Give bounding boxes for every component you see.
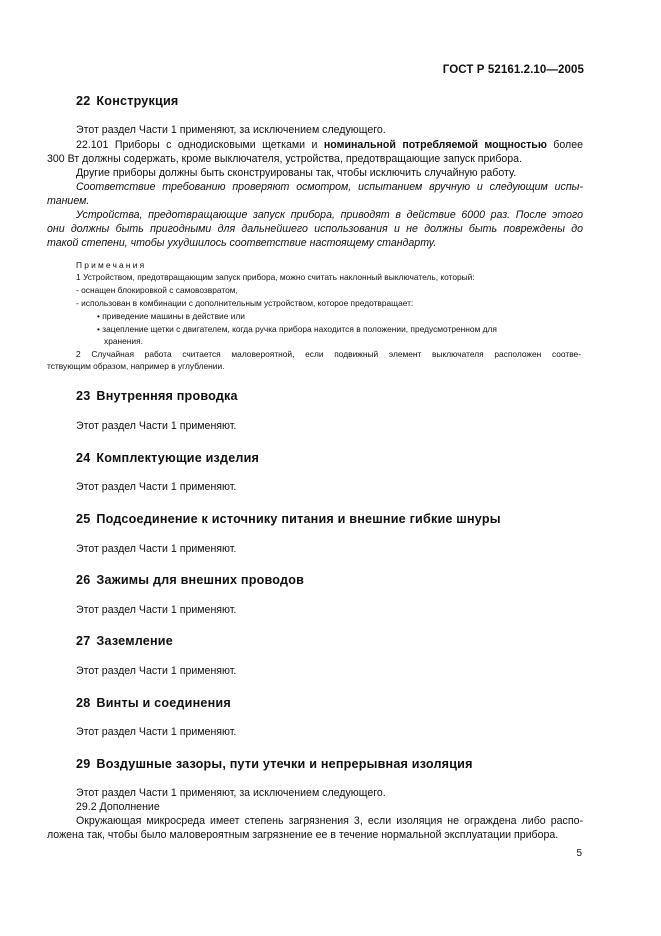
note-bullet: • зацепление щетки с двигателем, когда ручка прибора находится в положении, предусмотренном для <box>97 324 497 334</box>
section-title: Подсоединение к источнику питания и внешние гибкие шнуры <box>96 512 501 526</box>
test-paragraph-line: они должны быть пригодными для дальнейшего использования и не должны быть повреждены до <box>47 223 583 235</box>
section-number: 28 <box>76 696 91 710</box>
note-2-cont: тствующим образом, например в углублении. <box>47 361 225 371</box>
section-26-heading <box>76 573 304 587</box>
section-number: 24 <box>76 451 91 465</box>
paragraph: Этот раздел Части 1 применяют, за исключением следующего. <box>76 124 386 136</box>
section-title: Комплектующие изделия <box>96 451 260 465</box>
note-item: - оснащен блокировкой с самовозвратом, <box>76 285 238 295</box>
section-title: Конструкция <box>96 94 179 108</box>
section-number: 26 <box>76 573 91 587</box>
section-number: 23 <box>76 389 91 403</box>
note-item: - использован в комбинации с дополнительным устройством, которое предотвращает: <box>76 298 414 308</box>
note-bullet-cont: хранения. <box>104 336 143 346</box>
section-number: 25 <box>76 512 91 526</box>
test-paragraph-line: танием. <box>47 195 90 207</box>
section-24-heading <box>76 451 259 465</box>
paragraph: Этот раздел Части 1 применяют. <box>76 481 237 493</box>
paragraph: Другие приборы должны быть сконструированы так, чтобы исключить случайную работу. <box>76 167 517 179</box>
section-23-heading <box>76 389 238 403</box>
section-28-heading <box>76 696 231 710</box>
clause-22-101 <box>76 139 583 152</box>
standard-code: ГОСТ Р 52161.2.10—2005 <box>442 64 584 76</box>
notes-heading: Примечания <box>76 260 147 270</box>
section-number: 29 <box>76 757 91 771</box>
section-25-heading <box>76 512 501 526</box>
page-number: 5 <box>576 848 582 859</box>
paragraph: Этот раздел Части 1 применяют. <box>76 604 237 616</box>
clause-text: 22.101 Приборы с однодисковыми щетками и <box>76 139 324 151</box>
note-2: 2 Случайная работа считается маловероятной, если подвижный элемент выключателя расположен соотве- <box>76 349 581 359</box>
paragraph-line: 300 Вт должны содержать, кроме выключателя, устройства, предотвращающие запуск прибора. <box>47 153 523 165</box>
paragraph-line: Окружающая микросреда имеет степень загрязнения 3, если изоляция не ограждена либо распо- <box>76 815 583 827</box>
paragraph: Этот раздел Части 1 применяют. <box>76 543 237 555</box>
test-paragraph-line: такой степени, чтобы ухудшилось соответствие настоящему стандарту. <box>47 237 437 249</box>
note-bullet: • приведение машины в действие или <box>97 311 245 321</box>
subclause-heading: 29.2 Дополнение <box>76 801 160 813</box>
section-29-heading <box>76 757 473 771</box>
note-1: 1 Устройством, предотвращающим запуск прибора, можно считать наклонный выключатель, который: <box>76 272 475 282</box>
paragraph: Этот раздел Части 1 применяют, за исключением следующего. <box>76 787 386 799</box>
paragraph-line: ложена так, чтобы было маловероятным загрязнение ее в течение нормальной эксплуатации прибора. <box>47 829 559 841</box>
section-27-heading <box>76 634 173 648</box>
section-title: Воздушные зазоры, пути утечки и непрерывная изоляция <box>96 757 473 771</box>
section-number: 22 <box>76 94 91 108</box>
section-title: Винты и соединения <box>96 696 231 710</box>
term-bold: номинальной потребляемой мощностью <box>323 139 547 151</box>
test-paragraph-line: Устройства, предотвращающие запуск прибора, приводят в действие 6000 раз. После этого <box>76 209 583 221</box>
paragraph: Этот раздел Части 1 применяют. <box>76 726 237 738</box>
section-title: Заземление <box>96 634 173 648</box>
section-22-heading <box>76 94 178 108</box>
section-number: 27 <box>76 634 91 648</box>
paragraph: Этот раздел Части 1 применяют. <box>76 665 237 677</box>
clause-text: более <box>546 139 583 151</box>
section-title: Внутренняя проводка <box>96 389 238 403</box>
paragraph: Этот раздел Части 1 применяют. <box>76 420 237 432</box>
section-title: Зажимы для внешних проводов <box>96 573 305 587</box>
test-paragraph-line: Соответствие требованию проверяют осмотром, испытанием вручную и следующим испы- <box>76 181 583 193</box>
